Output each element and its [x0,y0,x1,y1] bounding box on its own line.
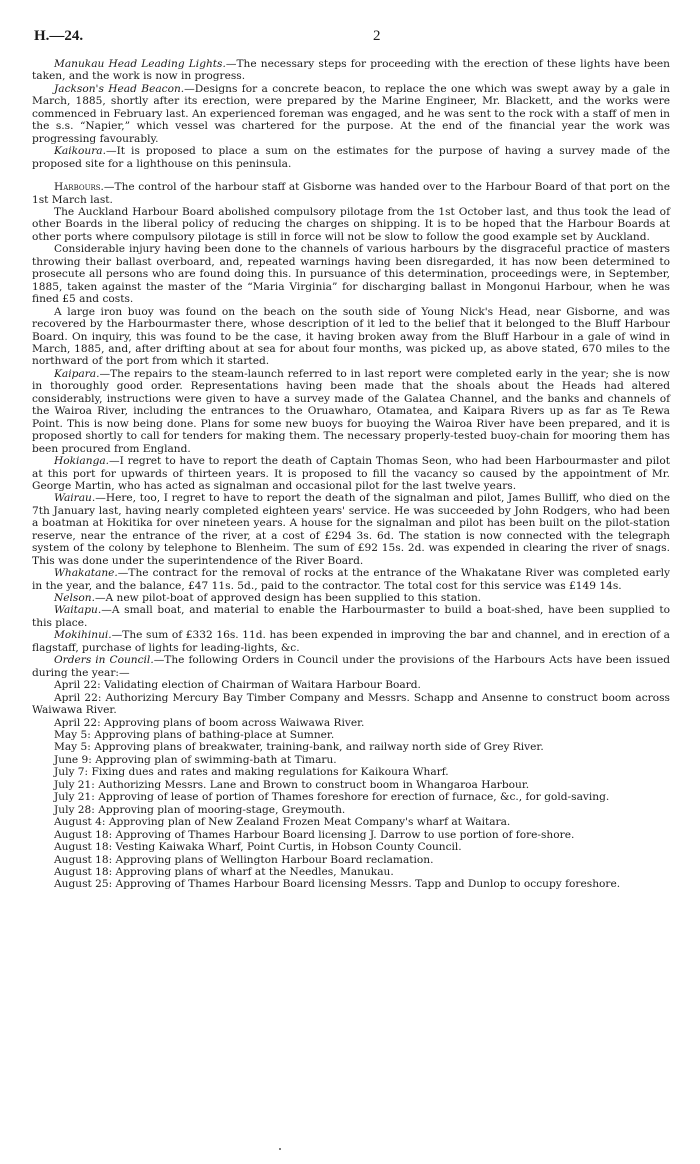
paragraph-wairau [32,492,670,567]
order-item: April 22: Validating election of Chairman of Waitara Harbour Board. [54,679,421,692]
order-item: July 7: Fixing dues and rates and making regulations for Kaikoura Wharf. [54,766,449,779]
print-speck [279,1148,281,1150]
order-item: August 18: Vesting Kaiwaka Wharf, Point Curtis, in Hobson County Council. [54,841,462,854]
paragraph-buoy: A large iron buoy was found on the beach on the south side of Young Nick's Head, near Gisborne, and was recovered by the Harbourmaster there, whose description of it led to the belief that it belonged to the Bluff Harbour Board. On inquiry, this was found to be the case, it having broken away from the Bluff Harbour in a gale of wind in March, 1885, and, after drifting about at sea for about four months, was picked up, as above stated, 670 miles to the northward of the port from which it started. [32,305,670,368]
paragraph-waitapu [32,604,670,629]
paragraph-ballast: Considerable injury having been done to the channels of various harbours by the disgraceful practice of masters throwing their ballast overboard, and, repeated warnings having been disregarded, it has now been determined to prosecute all persons who are found doing this. In pursuance of this determination, proceedings were, in September, 1885, taken against the master of the “Maria Virginia” for discharging ballast in Mongonui Harbour, when he was fined £5 and costs. [32,243,670,306]
paragraph-jacksons [32,83,670,145]
text-manukau: —The necessary steps for proceeding with the erection of these lights have been taken, and the work is now in progress. [32,58,670,83]
order-item: August 25: Approving of Thames Harbour Board licensing Messrs. Tapp and Dunlop to occupy foreshore. [54,878,621,891]
heading-wairau: Wairau. [54,492,96,505]
heading-manukau: Manukau Head Leading Lights. [54,58,226,70]
order-item: August 18: Approving plans of wharf at the Needles, Manukau. [54,866,394,878]
order-item: July 28: Approving plan of mooring-stage, Greymouth. [54,803,346,816]
order-item: May 5: Approving plans of breakwater, training-bank, and railway north side of Grey River. [54,741,544,754]
order-item: July 21: Authorizing Messrs. Lane and Brown to construct boom in Whangaroa Harbour. [54,778,530,791]
orders-list [32,679,670,891]
order-item: April 22: Approving plans of boom across Waiwawa River. [54,716,365,729]
paragraph-mokihinui [32,629,670,654]
paragraph-harbours [32,181,670,206]
paragraph-whakatane [32,567,670,592]
order-item: April 22: Authorizing Mercury Bay Timber Company and Messrs. Schapp and Ansenne to construct boom across Waiwawa River. [32,691,670,717]
heading-whakatane: Whakatane. [54,567,118,580]
heading-harbours: Harbours. [54,181,104,194]
heading-hokianga: Hokianga. [54,455,110,468]
paragraph-hokianga [32,455,670,492]
text-whakatane: —The contract for the removal of rocks at the entrance of the Whakatane River was completed early in the year, and the balance, £47 11s. 5d., paid to the contractor. The total cost for this service was £149 14s. [32,567,670,592]
text-nelson: —A new pilot-boat of approved design has been supplied to this station. [94,592,482,605]
text-harbours-intro: —The control of the harbour staff at Gisborne was handed over to the Harbour Board of that port on the 1st March last. [32,181,670,206]
paragraph-auckland: The Auckland Harbour Board abolished compulsory pilotage from the 1st October last, and thus took the lead of other Boards in the liberal policy of reducing the charges on shipping. It is to be hoped that the Harbour Boards at other ports where compulsory pilotage is still in force will not be slow to follow the good example set by Auckland. [32,205,670,243]
text-kaikoura: —It is proposed to place a sum on the estimates for the purpose of having a survey made of the proposed site for a lighthouse on this peninsula. [32,145,670,170]
text-hokianga: —I regret to have to report the death of Captain Thomas Seon, who had been Harbourmaster and pilot at this port for upwards of thirteen years. It is proposed to fill the vacancy so caused by the appointment of Mr. George Martin, who has acted as signalman and occasional pilot for the last twelve years. [32,455,670,492]
heading-orders-in-council: Orders in Council. [54,654,154,667]
heading-waitapu: Waitapu. [54,604,102,617]
order-item: August 18: Approving of Thames Harbour Board licensing J. Darrow to use portion of fore-shore. [54,828,575,841]
paragraph-kaikoura [32,145,670,170]
paragraph-orders-in-council [32,654,670,679]
order-item: August 4: Approving plan of New Zealand Frozen Meat Company's wharf at Waitara. [54,816,511,829]
paragraph-nelson [32,592,670,604]
order-item: May 5: Approving plans of bathing-place at Sumner. [54,729,335,742]
order-item: June 9: Approving plan of swimming-bath at Timaru. [54,753,337,766]
order-item: July 21: Approving of lease of portion of Thames foreshore for erection of furnace, &c., for gold-saving. [54,791,610,804]
text-mokihinui: —The sum of £332 16s. 11d. has been expended in improving the bar and channel, and in erection of a flagstaff, purchase of lights for leading-lights, &c. [32,629,670,654]
text-jacksons: —Designs for a concrete beacon, to replace the one which was swept away by a gale in March, 1885, shortly after its erection, were prepared by the Marine Engineer, Mr. Blackett, and the works were commenced in February last. An experienced foreman was engaged, and he was sent to the rock with a staff of men in the s.s. “Napier,” which vessel was chartered for the purpose. At the end of the financial year the work was progressing favourably. [32,82,670,145]
heading-kaikoura: Kaikoura. [54,145,106,158]
page-number: 2 [373,28,381,44]
document-body [32,58,670,891]
heading-jacksons: Jackson's Head Beacon. [54,82,185,95]
text-waitapu: —A small boat, and material to enable the Harbourmaster to build a boat-shed, have been supplied to this place. [32,604,670,629]
paragraph-kaipara [32,368,670,455]
page-header [30,30,670,48]
heading-nelson: Nelson. [54,592,95,605]
document-reference: H.—24. [34,28,84,44]
text-wairau: —Here, too, I regret to have to report the death of the signalman and pilot, James Bulliff, who died on the 7th January last, having nearly completed eighteen years' service. He was succeeded by John Rodgers, who had been a boatman at Hokitika for over nineteen years. A house for the signalman and pilot has been built on the pilot-station reserve, near the entrance of the river, at a cost of £294 3s. 6d. The station is now connected with the telegraph system of the colony by telephone to Blenheim. The sum of £92 15s. 2d. was expended in clearing the river of snags. This was done under the superintendence of the River Board. [32,492,670,567]
heading-kaipara: Kaipara. [54,367,100,380]
paragraph-manukau [32,58,670,83]
heading-mokihinui: Mokihinui. [54,629,112,642]
text-kaipara: —The repairs to the steam-launch referred to in last report were completed early in the year; she is now in thoroughly good order. Representations having been made that the shoals about the Heads had altered considerably, instructions were given to have a survey made of the Galatea Channel, and the banks and channels of the Wairoa River, including the entrances to the Oruawharo, Otamatea, and Kaipara Rivers up as far as Te Rewa Point. This is now being done. Plans for some new buoys for buoying the Wairoa River have been prepared, and it is proposed shortly to call for tenders for making them. The necessary properly-tested buoy-chain for mooring them has been procured from England. [32,367,670,455]
order-item: August 18: Approving plans of Wellington Harbour Board reclamation. [54,853,434,866]
text-orders-in-council: —The following Orders in Council under the provisions of the Harbours Acts have been issued during the year:— [32,654,670,679]
